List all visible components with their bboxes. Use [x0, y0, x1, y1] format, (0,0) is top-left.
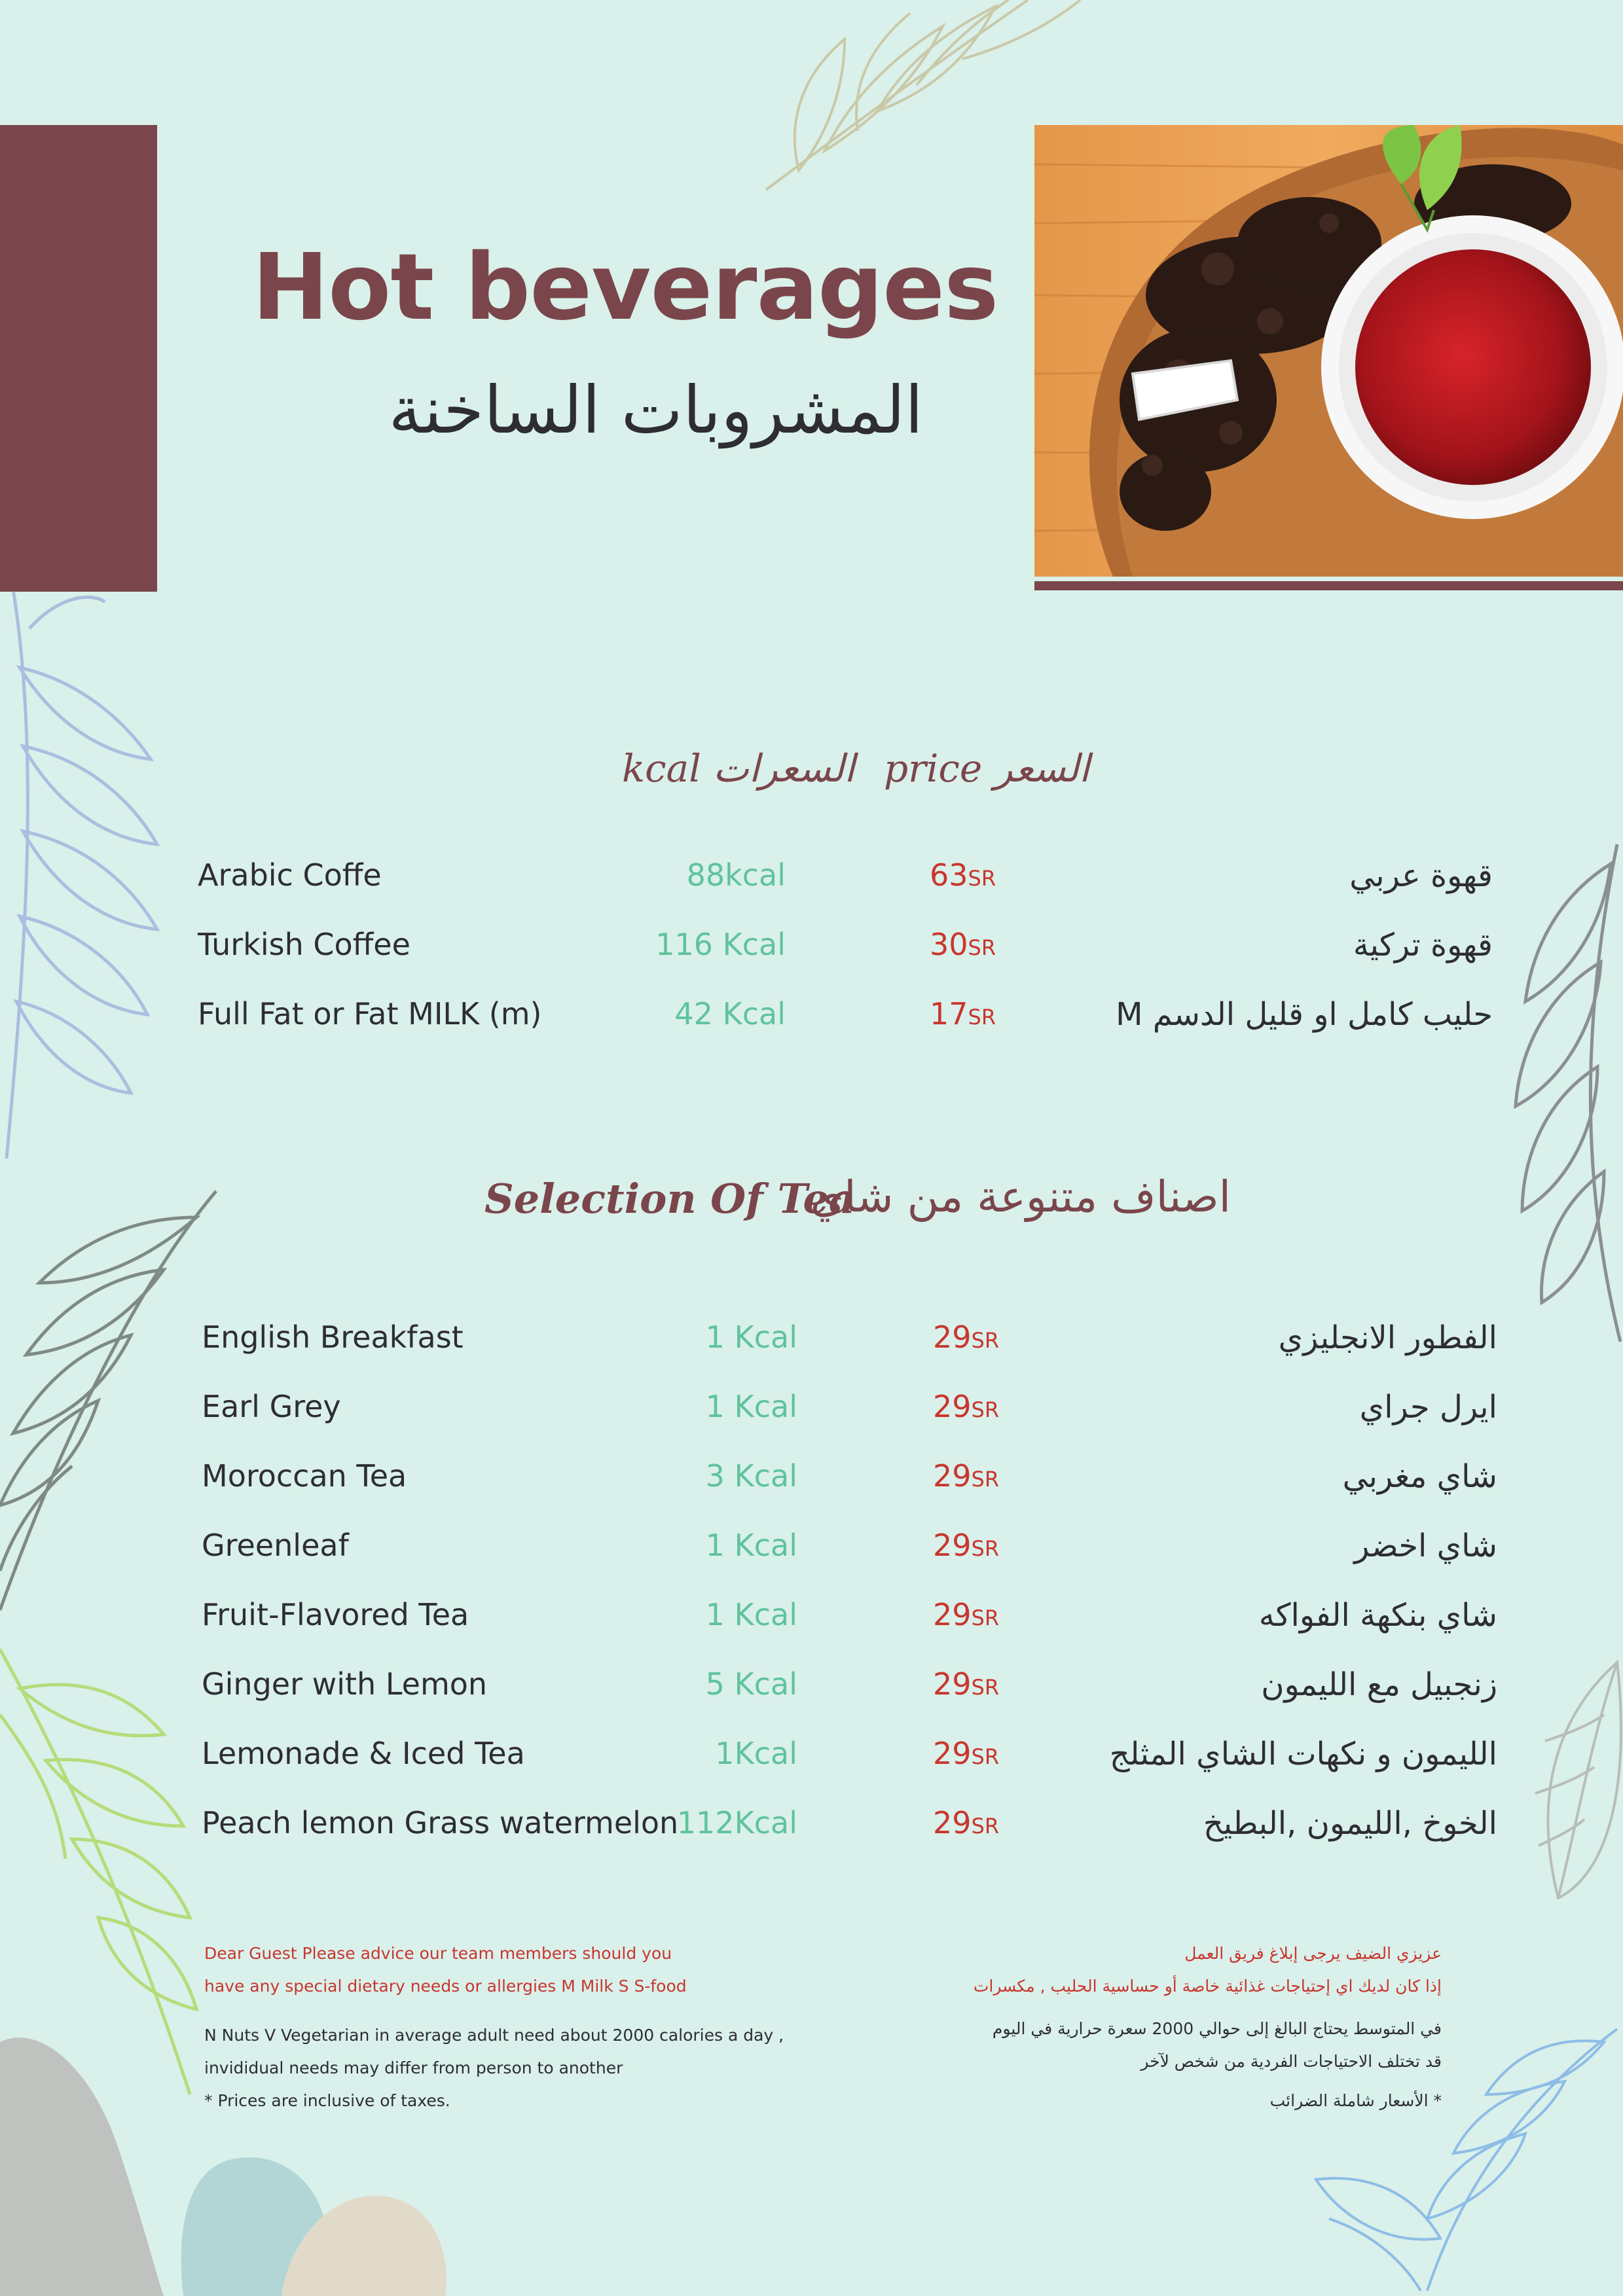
item-price-value: 29 [933, 1666, 972, 1702]
price-column-header: price السعر [884, 746, 1090, 791]
item-price [933, 1528, 999, 1563]
item-name-en: Full Fat or Fat MILK (m) [198, 996, 542, 1031]
menu-item-row [0, 927, 1623, 979]
item-price-currency: SR [971, 1814, 1000, 1839]
tea-cup-photo [1034, 125, 1623, 577]
item-price-currency: SR [971, 1675, 1000, 1700]
tax-note-arabic: * الأسعار شاملة الضرائب [1269, 2091, 1442, 2110]
menu-item-row [0, 1389, 1623, 1441]
item-kcal: 5 Kcal [705, 1666, 797, 1702]
item-kcal: 112Kcal [676, 1805, 797, 1840]
item-name-ar: شاي مغربي [1342, 1458, 1497, 1495]
item-kcal: 1 Kcal [705, 1597, 797, 1632]
item-name-en: Ginger with Lemon [202, 1666, 488, 1702]
item-price-currency: SR [971, 1605, 1000, 1630]
menu-item-row [0, 996, 1623, 1049]
item-name-en: Fruit-Flavored Tea [202, 1597, 469, 1632]
item-price-value: 29 [933, 1528, 972, 1563]
calorie-note-line-2: invididual needs may differ from person to another [204, 2058, 623, 2077]
item-name-ar: الليمون و نكهات الشاي المثلج [1109, 1736, 1497, 1772]
item-name-ar: الخوخ ,الليمون ,البطيخ [1203, 1805, 1497, 1842]
item-price [930, 857, 996, 893]
leaf-right-gray-icon [1506, 844, 1623, 1342]
item-kcal: 1Kcal [715, 1736, 797, 1771]
page-title-arabic: المشروبات الساخنة [388, 372, 923, 448]
item-price-currency: SR [971, 1397, 1000, 1422]
item-name-en: Lemonade & Iced Tea [202, 1736, 525, 1771]
item-price-currency: SR [971, 1536, 1000, 1561]
item-price [933, 1666, 999, 1702]
item-kcal: 1 Kcal [705, 1528, 797, 1563]
menu-item-row [0, 1736, 1623, 1788]
item-price-value: 29 [933, 1736, 972, 1771]
item-price [933, 1389, 999, 1424]
item-name-ar: الفطور الانجليزي [1278, 1319, 1497, 1356]
item-name-ar: قهوة تركية [1353, 927, 1493, 963]
allergy-note-line-1: Dear Guest Please advice our team members should you [204, 1944, 672, 1963]
item-name-ar: زنجبيل مع الليمون [1261, 1666, 1497, 1703]
item-price-value: 30 [930, 927, 968, 962]
menu-item-row [0, 1528, 1623, 1580]
item-price-value: 17 [930, 996, 968, 1031]
item-kcal: 88kcal [686, 857, 786, 893]
item-name-en: Turkish Coffee [198, 927, 410, 962]
item-kcal: 42 Kcal [674, 996, 786, 1031]
item-price [933, 1458, 999, 1494]
item-kcal: 1 Kcal [705, 1319, 797, 1355]
item-name-ar: شاي بنكهة الفواكه [1258, 1597, 1497, 1634]
calorie-note-line-1: N Nuts V Vegetarian in average adult need about 2000 calories a day , [204, 2026, 784, 2045]
photo-underline [1034, 581, 1623, 590]
menu-item-row [0, 1805, 1623, 1857]
item-price-value: 63 [930, 857, 968, 893]
item-price [933, 1805, 999, 1840]
item-price-currency: SR [968, 866, 996, 891]
menu-item-row [0, 1666, 1623, 1719]
tax-note: * Prices are inclusive of taxes. [204, 2091, 450, 2110]
item-price-value: 29 [933, 1389, 972, 1424]
item-price-value: 29 [933, 1319, 972, 1355]
menu-item-row [0, 1597, 1623, 1649]
item-name-en: Peach lemon Grass watermelon [202, 1805, 679, 1840]
item-price-value: 29 [933, 1597, 972, 1632]
item-kcal: 3 Kcal [705, 1458, 797, 1494]
menu-item-row [0, 857, 1623, 910]
allergy-note-arabic-line-1: عزيزي الضيف يرجى إبلاغ فريق العمل [1184, 1944, 1442, 1963]
tea-section-title-arabic: اصناف متنوعة من شاي [810, 1172, 1231, 1222]
maroon-accent-block [0, 125, 157, 592]
item-price-value: 29 [933, 1458, 972, 1494]
item-name-en: Arabic Coffe [198, 857, 382, 893]
item-kcal: 116 Kcal [655, 927, 786, 962]
kcal-column-header: kcal السعرات [622, 746, 855, 791]
tea-section-title: Selection Of Tea [484, 1175, 856, 1223]
item-name-ar: شاي اخضر [1354, 1528, 1497, 1564]
menu-item-row [0, 1319, 1623, 1372]
item-price-currency: SR [968, 935, 996, 960]
item-name-en: Greenleaf [202, 1528, 349, 1563]
item-price-currency: SR [971, 1328, 1000, 1353]
allergy-note-arabic-line-2: إذا كان لديك اي إحتياجات غذائية خاصة أو حساسية الحليب , مكسرات [973, 1977, 1442, 1996]
item-price-value: 29 [933, 1805, 972, 1840]
item-kcal: 1 Kcal [705, 1389, 797, 1424]
calorie-note-arabic-line-1: في المتوسط يحتاج البالغ إلى حوالي 2000 سعرة حرارية في اليوم [992, 2019, 1442, 2038]
item-price-currency: SR [971, 1744, 1000, 1769]
item-price [930, 996, 996, 1031]
item-name-en: Moroccan Tea [202, 1458, 407, 1494]
item-name-en: Earl Grey [202, 1389, 341, 1424]
item-name-ar: ايرل جراي [1359, 1389, 1497, 1426]
item-name-ar: حليب كامل او قليل الدسم M [1116, 996, 1493, 1033]
item-name-en: English Breakfast [202, 1319, 464, 1355]
calorie-note-arabic-line-2: قد تختلف الاحتياجات الفردية من شخص لآخر [1140, 2052, 1442, 2071]
menu-item-row [0, 1458, 1623, 1511]
item-price [930, 927, 996, 962]
page-title: Hot beverages [252, 234, 998, 341]
item-price [933, 1319, 999, 1355]
allergy-note-line-2: have any special dietary needs or allergies M Milk S S-food [204, 1977, 687, 1996]
item-price [933, 1736, 999, 1771]
item-price-currency: SR [968, 1005, 996, 1030]
item-name-ar: قهوة عربي [1349, 857, 1493, 894]
item-price-currency: SR [971, 1467, 1000, 1492]
item-price [933, 1597, 999, 1632]
